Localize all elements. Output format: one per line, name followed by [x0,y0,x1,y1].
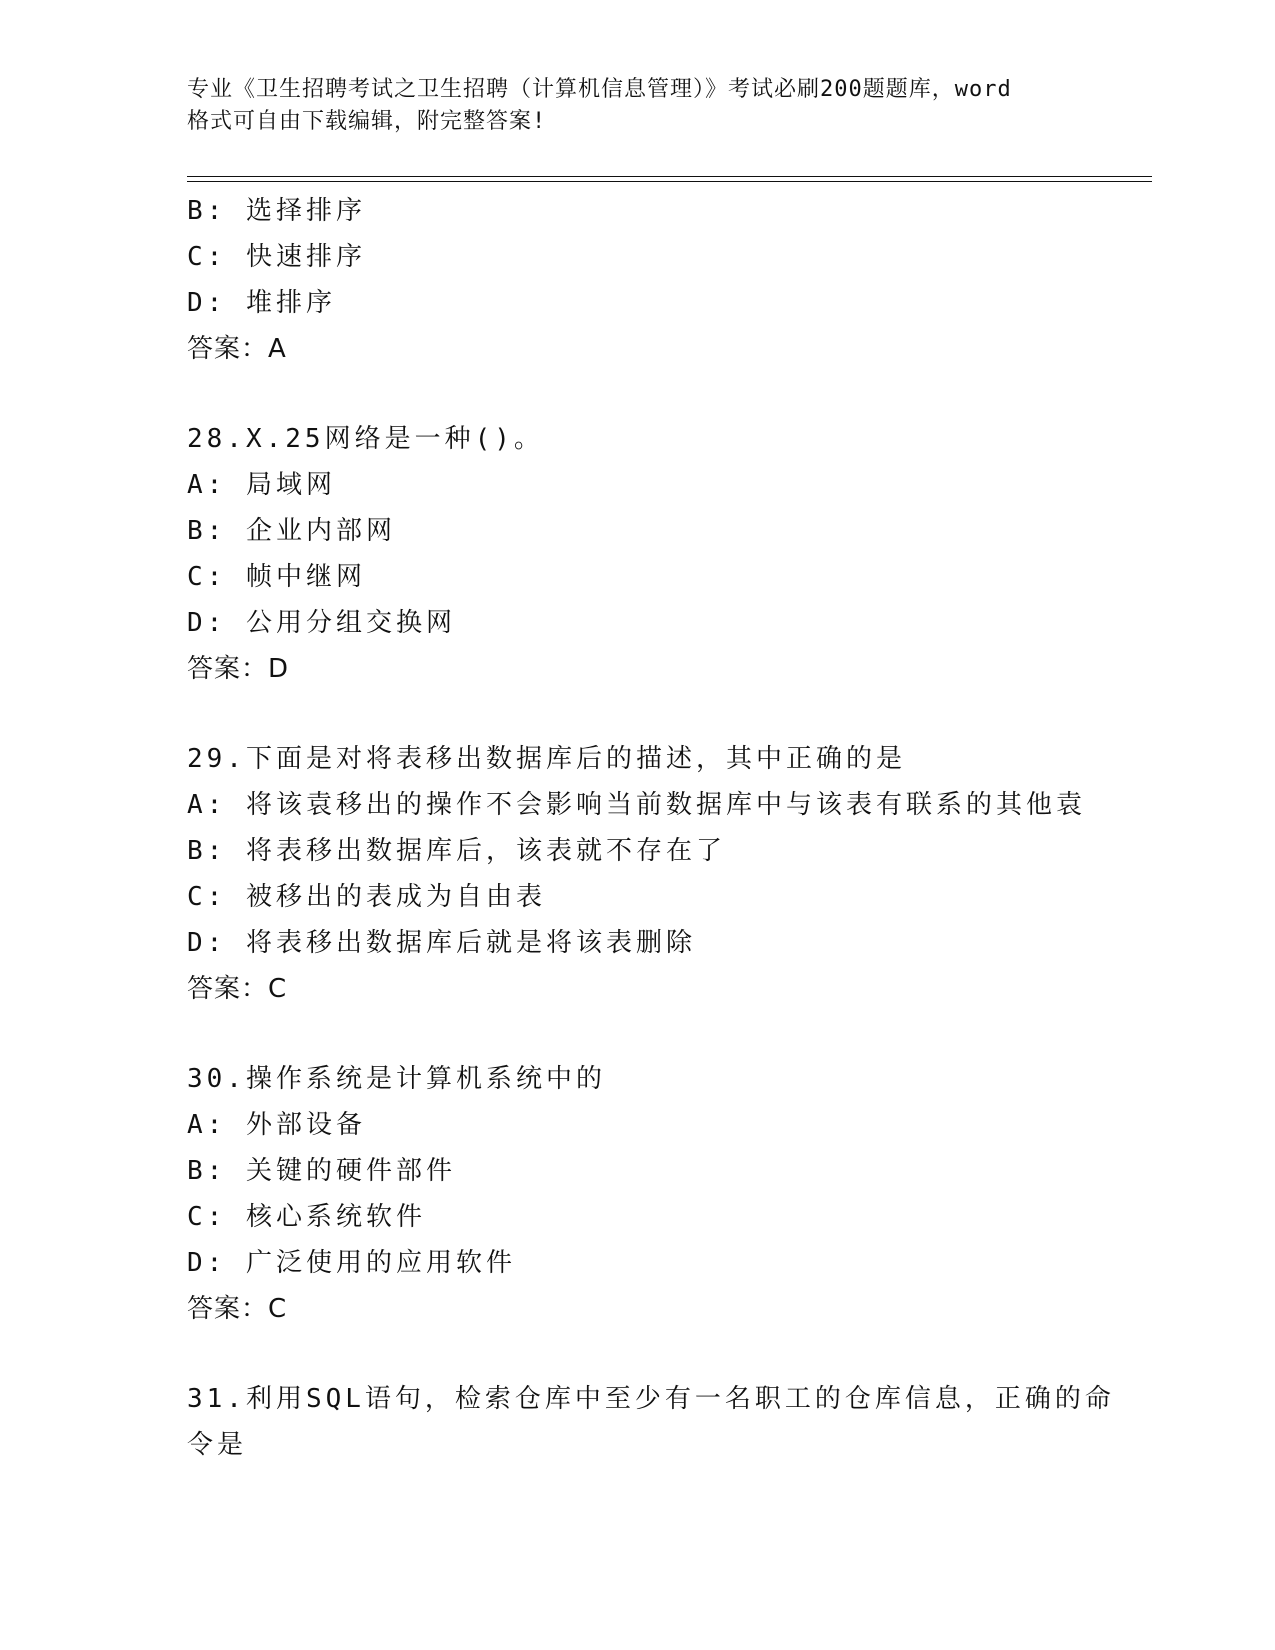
spacer [187,1012,1137,1056]
answer: 答案：C [187,1294,288,1324]
option-c: C: 核心系统软件 [187,1202,426,1232]
spacer [187,1332,1137,1376]
document-header [187,74,1087,138]
answer: 答案：D [187,654,290,684]
option-c: C: 帧中继网 [187,562,366,592]
question-30 [187,1056,1137,1332]
question-text: 30.操作系统是计算机系统中的 [187,1064,606,1094]
option-d: D: 公用分组交换网 [187,608,456,638]
option-b: B: 将表移出数据库后，该表就不存在了 [187,836,726,866]
option-c: C: 快速排序 [187,242,366,272]
question-31 [187,1376,1137,1468]
option-b: B: 关键的硬件部件 [187,1156,456,1186]
option-b: B: 企业内部网 [187,516,396,546]
question-text: 28.X.25网络是一种()。 [187,424,544,454]
option-d: D: 堆排序 [187,288,336,318]
header-divider-bottom [187,181,1152,182]
question-28 [187,416,1137,692]
answer: 答案：C [187,974,288,1004]
answer: 答案：A [187,334,287,364]
header-line-1: 专业《卫生招聘考试之卫生招聘（计算机信息管理）》考试必刷200题题库，word [187,77,1012,102]
question-list [187,188,1137,1468]
option-b: B: 选择排序 [187,196,366,226]
question-text-line-1: 31.利用SQL语句，检索仓库中至少有一名职工的仓库信息，正确的命 [187,1384,1115,1414]
option-d: D: 广泛使用的应用软件 [187,1248,516,1278]
spacer [187,372,1137,416]
question-29 [187,736,1137,1012]
header-divider-top [187,176,1152,177]
option-a: A: 局域网 [187,470,336,500]
question-27-tail [187,188,1137,372]
option-d: D: 将表移出数据库后就是将该表删除 [187,928,696,958]
option-a: A: 将该袁移出的操作不会影响当前数据库中与该表有联系的其他袁 [187,790,1086,820]
header-line-2: 格式可自由下载编辑，附完整答案! [187,109,547,134]
question-text-line-2: 令是 [187,1430,248,1460]
option-c: C: 被移出的表成为自由表 [187,882,546,912]
question-text: 29.下面是对将表移出数据库后的描述，其中正确的是 [187,744,906,774]
option-a: A: 外部设备 [187,1110,366,1140]
spacer [187,692,1137,736]
